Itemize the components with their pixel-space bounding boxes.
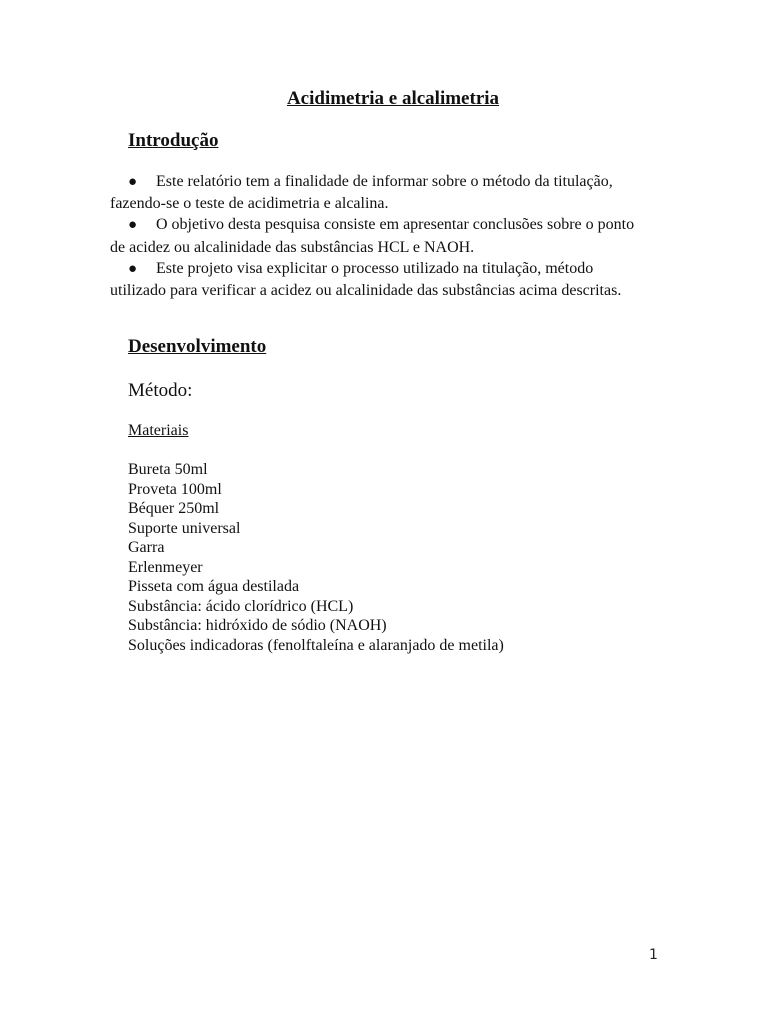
material-item: Substância: ácido clorídrico (HCL) xyxy=(128,597,354,615)
material-item: Garra xyxy=(128,539,165,556)
introduction-item-text: Este relatório tem a finalidade de informar sobre o método da titulação, fazendo-se o teste de acidimetria e alcalina. xyxy=(110,173,613,213)
introduction-item-text: Este projeto visa explicitar o processo utilizado na titulação, método utilizado para verificar a acidez ou alcalinidade das substâncias acima descritas. xyxy=(110,259,622,300)
material-item: Erlenmeyer xyxy=(128,558,203,576)
bullet-icon: ● xyxy=(128,260,138,277)
document-title: Acidimetria e alcalimetria xyxy=(286,88,500,109)
bullet-icon: ● xyxy=(128,217,138,234)
introduction-list xyxy=(110,171,650,301)
material-item: Substância: hidróxido de sódio (NAOH) xyxy=(128,617,387,634)
introduction-heading: Introdução xyxy=(128,130,219,151)
introduction-item xyxy=(110,258,650,301)
materials-heading: Materiais xyxy=(128,422,189,439)
introduction-item xyxy=(110,171,650,214)
material-item: Bureta 50ml xyxy=(128,461,208,478)
materials-list xyxy=(128,460,504,655)
material-item: Pisseta com água destilada xyxy=(128,578,300,595)
development-heading: Desenvolvimento xyxy=(128,336,267,357)
introduction-item-text: O objetivo desta pesquisa consiste em apresentar conclusões sobre o ponto de acidez ou alcalinidade das substâncias HCL e NAOH. xyxy=(110,216,635,256)
introduction-item xyxy=(110,214,650,257)
page-number: 1 xyxy=(649,947,658,963)
material-item: Proveta 100ml xyxy=(128,480,222,498)
material-item: Béquer 250ml xyxy=(128,500,220,517)
material-item: Soluções indicadoras (fenolftaleína e alaranjado de metila) xyxy=(128,636,504,654)
method-heading: Método: xyxy=(128,380,193,401)
bullet-icon: ● xyxy=(128,174,138,190)
material-item: Suporte universal xyxy=(128,519,241,537)
